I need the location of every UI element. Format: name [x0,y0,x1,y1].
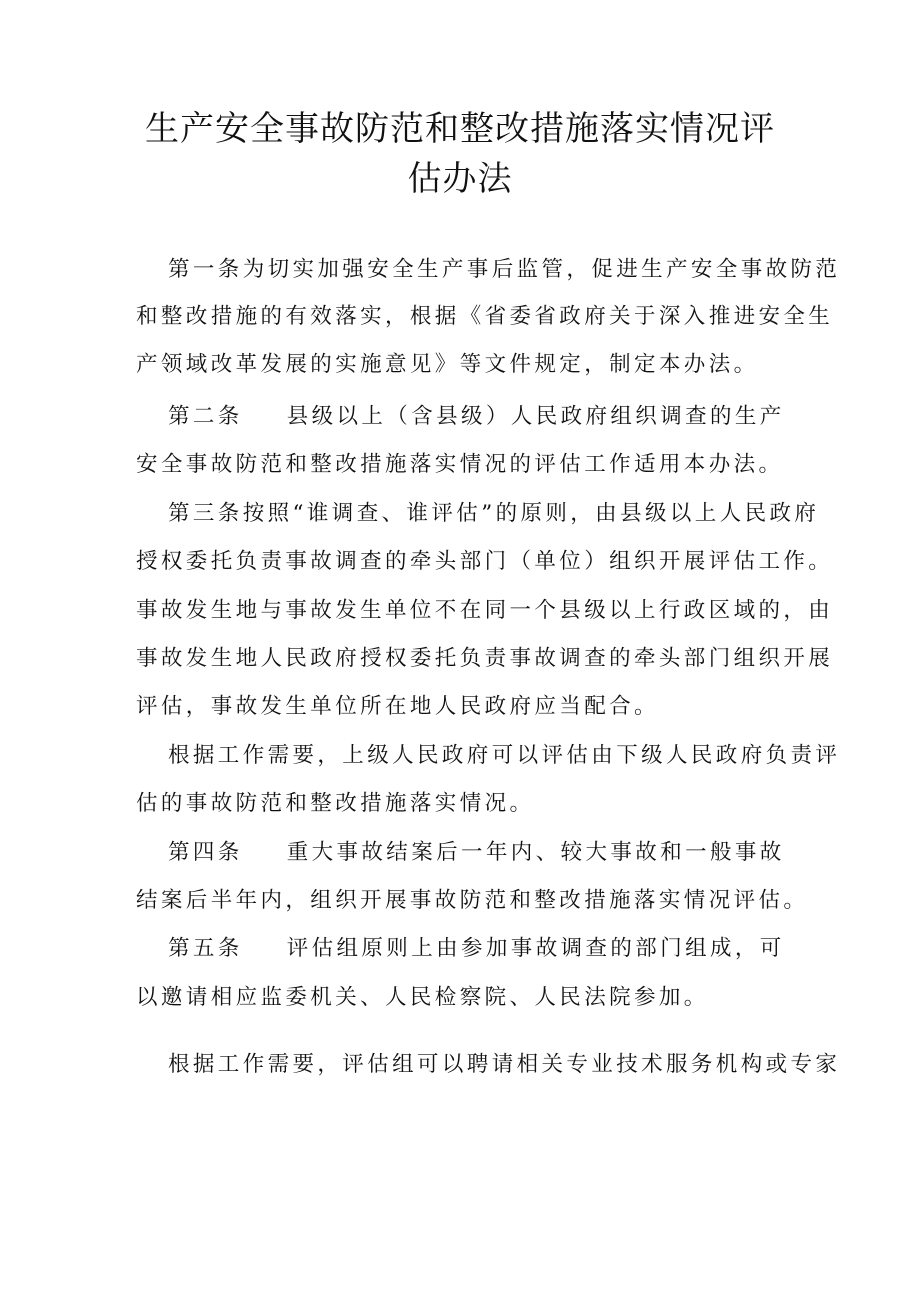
text-line: 产领域改革发展的实施意见》等文件规定，制定本办法。 [136,352,759,377]
title-line-1: 生产安全事故防范和整改措施落实情况评 [145,109,775,149]
article-5-first-line [168,934,785,964]
title-line-2: 估办法 [407,159,513,199]
article-5-label: 第五条 [168,936,243,961]
text-line: 第一条为切实加强安全生产事后监管，促进生产安全事故防范 [168,257,841,282]
text-line: 安全事故防范和整改措施落实情况的评估工作适用本办法。 [136,452,784,477]
document-title [100,104,820,204]
text-line: 根据工作需要，上级人民政府可以评估由下级人民政府负责评 [168,743,841,768]
text-line: 第三条按照“谁调查、谁评估”的原则，由县级以上人民政府 [168,501,820,526]
article-4-label: 第四条 [168,840,243,865]
text-line: 事故发生地人民政府授权委托负责事故调查的牵头部门组织开展 [136,646,834,671]
text-segment: 县级以上（含县级）人民政府组织调查的生产 [286,404,785,429]
text-line: 和整改措施的有效落实，根据《省委省政府关于深入推进安全生 [136,304,834,329]
text-line: 事故发生地与事故发生单位不在同一个县级以上行政区域的，由 [136,598,834,623]
article-2-label: 第二条 [168,404,243,429]
article-2-first-line [168,402,785,432]
text-line: 授权委托负责事故调查的牵头部门（单位）组织开展评估工作。 [136,549,834,574]
text-line: 估的事故防范和整改措施落实情况。 [136,791,535,816]
text-segment: 重大事故结案后一年内、较大事故和一般事故 [286,840,785,865]
text-line: 评估，事故发生单位所在地人民政府应当配合。 [136,694,659,719]
text-line: 以邀请相应监委机关、人民检察院、人民法院参加。 [136,985,709,1010]
text-line: 结案后半年内，组织开展事故防范和整改措施落实情况评估。 [136,888,809,913]
text-line: 根据工作需要，评估组可以聘请相关专业技术服务机构或专家 [168,1052,841,1077]
article-4-first-line [168,838,785,868]
text-segment: 评估组原则上由参加事故调查的部门组成，可 [286,936,785,961]
